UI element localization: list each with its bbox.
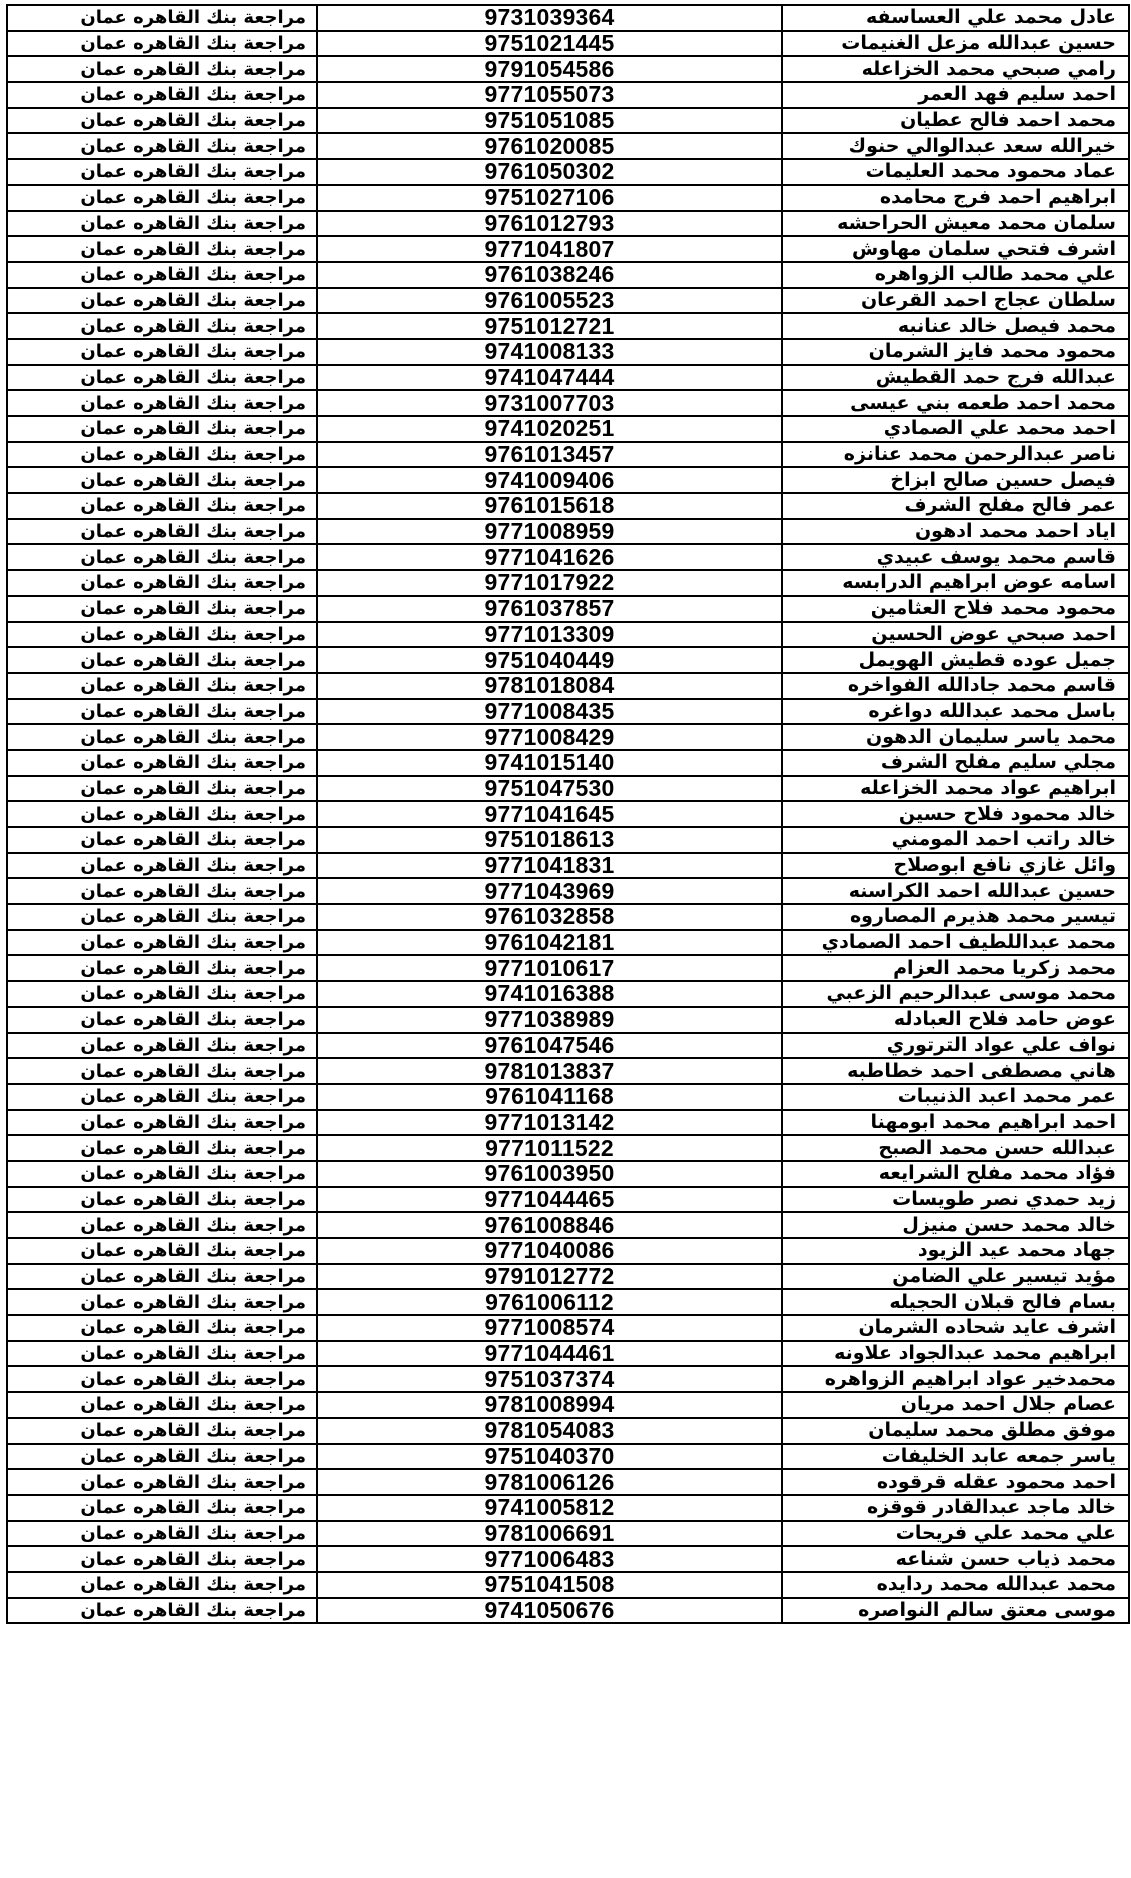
- number-cell: 9751040370: [317, 1444, 782, 1470]
- table-row: [7, 981, 1129, 1007]
- name-cell: ياسر جمعه عابد الخليفات: [782, 1444, 1129, 1470]
- table-row: [7, 1469, 1129, 1495]
- destination-cell: مراجعة بنك القاهره عمان: [7, 1135, 317, 1161]
- number-cell: 9761047546: [317, 1033, 782, 1059]
- number-cell: 9751018613: [317, 827, 782, 853]
- destination-cell: مراجعة بنك القاهره عمان: [7, 596, 317, 622]
- destination-cell: مراجعة بنك القاهره عمان: [7, 1366, 317, 1392]
- number-cell: 9771041831: [317, 853, 782, 879]
- table-row: [7, 1495, 1129, 1521]
- destination-cell: مراجعة بنك القاهره عمان: [7, 1315, 317, 1341]
- name-cell: عادل محمد علي العساسفه: [782, 5, 1129, 31]
- table-row: [7, 416, 1129, 442]
- table-body: [7, 5, 1129, 1623]
- number-cell: 9791054586: [317, 56, 782, 82]
- name-cell: محمود محمد فلاح العثامين: [782, 596, 1129, 622]
- destination-cell: مراجعة بنك القاهره عمان: [7, 1033, 317, 1059]
- number-cell: 9771041807: [317, 236, 782, 262]
- destination-cell: مراجعة بنك القاهره عمان: [7, 1212, 317, 1238]
- number-cell: 9771038989: [317, 1007, 782, 1033]
- destination-cell: مراجعة بنك القاهره عمان: [7, 313, 317, 339]
- name-cell: عمر فالح مفلح الشرف: [782, 493, 1129, 519]
- name-cell: وائل غازي نافع ابوصلاح: [782, 853, 1129, 879]
- number-cell: 9781054083: [317, 1418, 782, 1444]
- number-cell: 9761006112: [317, 1289, 782, 1315]
- number-cell: 9771006483: [317, 1546, 782, 1572]
- table-row: [7, 288, 1129, 314]
- number-cell: 9781018084: [317, 673, 782, 699]
- table-row: [7, 596, 1129, 622]
- name-cell: خالد محمود فلاح حسين: [782, 801, 1129, 827]
- destination-cell: مراجعة بنك القاهره عمان: [7, 236, 317, 262]
- number-cell: 9761020085: [317, 133, 782, 159]
- table-row: [7, 1521, 1129, 1547]
- destination-cell: مراجعة بنك القاهره عمان: [7, 1341, 317, 1367]
- destination-cell: مراجعة بنك القاهره عمان: [7, 1161, 317, 1187]
- destination-cell: مراجعة بنك القاهره عمان: [7, 5, 317, 31]
- table-row: [7, 1238, 1129, 1264]
- number-cell: 9771043969: [317, 878, 782, 904]
- number-cell: 9751012721: [317, 313, 782, 339]
- table-row: [7, 56, 1129, 82]
- table-row: [7, 853, 1129, 879]
- name-cell: اسامه عوض ابراهيم الدرابسه: [782, 570, 1129, 596]
- name-cell: خيرالله سعد عبدالوالي حنوك: [782, 133, 1129, 159]
- destination-cell: مراجعة بنك القاهره عمان: [7, 211, 317, 237]
- table-row: [7, 930, 1129, 956]
- destination-cell: مراجعة بنك القاهره عمان: [7, 1444, 317, 1470]
- destination-cell: مراجعة بنك القاهره عمان: [7, 133, 317, 159]
- destination-cell: مراجعة بنك القاهره عمان: [7, 1264, 317, 1290]
- number-cell: 9741015140: [317, 750, 782, 776]
- destination-cell: مراجعة بنك القاهره عمان: [7, 1289, 317, 1315]
- name-cell: باسل محمد عبدالله دواغره: [782, 699, 1129, 725]
- table-row: [7, 1572, 1129, 1598]
- number-cell: 9751041508: [317, 1572, 782, 1598]
- name-cell: محمد عبدالله محمد ردايده: [782, 1572, 1129, 1598]
- table-row: [7, 750, 1129, 776]
- number-cell: 9761032858: [317, 904, 782, 930]
- destination-cell: مراجعة بنك القاهره عمان: [7, 82, 317, 108]
- name-cell: محمد فيصل خالد عنانبه: [782, 313, 1129, 339]
- document-sheet: [6, 4, 1128, 1624]
- table-row: [7, 827, 1129, 853]
- destination-cell: مراجعة بنك القاهره عمان: [7, 31, 317, 57]
- name-cell: مؤيد تيسير علي الضامن: [782, 1264, 1129, 1290]
- name-cell: احمد ابراهيم محمد ابومهنا: [782, 1110, 1129, 1136]
- number-cell: 9741020251: [317, 416, 782, 442]
- number-cell: 9771013309: [317, 622, 782, 648]
- destination-cell: مراجعة بنك القاهره عمان: [7, 853, 317, 879]
- destination-cell: مراجعة بنك القاهره عمان: [7, 1187, 317, 1213]
- name-cell: محمد موسى عبدالرحيم الزعبي: [782, 981, 1129, 1007]
- number-cell: 9771041626: [317, 544, 782, 570]
- table-row: [7, 442, 1129, 468]
- number-cell: 9771013142: [317, 1110, 782, 1136]
- number-cell: 9751037374: [317, 1366, 782, 1392]
- destination-cell: مراجعة بنك القاهره عمان: [7, 724, 317, 750]
- table-row: [7, 1315, 1129, 1341]
- destination-cell: مراجعة بنك القاهره عمان: [7, 416, 317, 442]
- table-row: [7, 878, 1129, 904]
- number-cell: 9741009406: [317, 467, 782, 493]
- name-cell: سلمان محمد معيش الحراحشه: [782, 211, 1129, 237]
- table-row: [7, 1418, 1129, 1444]
- destination-cell: مراجعة بنك القاهره عمان: [7, 1546, 317, 1572]
- name-cell: قاسم محمد جادالله الفواخره: [782, 673, 1129, 699]
- name-cell: تيسير محمد هذيرم المصاروه: [782, 904, 1129, 930]
- names-table: [6, 4, 1130, 1624]
- table-row: [7, 1392, 1129, 1418]
- table-row: [7, 1366, 1129, 1392]
- number-cell: 9771041645: [317, 801, 782, 827]
- table-row: [7, 699, 1129, 725]
- number-cell: 9761003950: [317, 1161, 782, 1187]
- name-cell: خالد راتب احمد المومني: [782, 827, 1129, 853]
- number-cell: 9751047530: [317, 776, 782, 802]
- number-cell: 9771055073: [317, 82, 782, 108]
- name-cell: عبدالله فرج حمد القطيش: [782, 365, 1129, 391]
- name-cell: محمد احمد طعمه بني عيسى: [782, 390, 1129, 416]
- number-cell: 9741008133: [317, 339, 782, 365]
- table-row: [7, 801, 1129, 827]
- number-cell: 9751027106: [317, 185, 782, 211]
- table-row: [7, 339, 1129, 365]
- table-row: [7, 1598, 1129, 1624]
- name-cell: محمود محمد فايز الشرمان: [782, 339, 1129, 365]
- destination-cell: مراجعة بنك القاهره عمان: [7, 750, 317, 776]
- destination-cell: مراجعة بنك القاهره عمان: [7, 699, 317, 725]
- table-row: [7, 1110, 1129, 1136]
- name-cell: ابراهيم احمد فرج محامده: [782, 185, 1129, 211]
- number-cell: 9761005523: [317, 288, 782, 314]
- destination-cell: مراجعة بنك القاهره عمان: [7, 1238, 317, 1264]
- destination-cell: مراجعة بنك القاهره عمان: [7, 1572, 317, 1598]
- name-cell: احمد محمود عقله قرقوده: [782, 1469, 1129, 1495]
- destination-cell: مراجعة بنك القاهره عمان: [7, 570, 317, 596]
- destination-cell: مراجعة بنك القاهره عمان: [7, 339, 317, 365]
- number-cell: 9781006691: [317, 1521, 782, 1547]
- number-cell: 9761050302: [317, 159, 782, 185]
- destination-cell: مراجعة بنك القاهره عمان: [7, 1418, 317, 1444]
- table-row: [7, 31, 1129, 57]
- table-row: [7, 904, 1129, 930]
- table-row: [7, 673, 1129, 699]
- table-row: [7, 5, 1129, 31]
- table-row: [7, 1161, 1129, 1187]
- destination-cell: مراجعة بنك القاهره عمان: [7, 1058, 317, 1084]
- table-row: [7, 1444, 1129, 1470]
- destination-cell: مراجعة بنك القاهره عمان: [7, 673, 317, 699]
- table-row: [7, 1264, 1129, 1290]
- destination-cell: مراجعة بنك القاهره عمان: [7, 108, 317, 134]
- name-cell: بسام فالح قبلان الحجيله: [782, 1289, 1129, 1315]
- table-row: [7, 467, 1129, 493]
- table-row: [7, 776, 1129, 802]
- number-cell: 9771008574: [317, 1315, 782, 1341]
- table-row: [7, 1033, 1129, 1059]
- table-row: [7, 185, 1129, 211]
- destination-cell: مراجعة بنك القاهره عمان: [7, 1521, 317, 1547]
- destination-cell: مراجعة بنك القاهره عمان: [7, 801, 317, 827]
- table-row: [7, 1187, 1129, 1213]
- name-cell: ابراهيم عواد محمد الخزاعله: [782, 776, 1129, 802]
- destination-cell: مراجعة بنك القاهره عمان: [7, 493, 317, 519]
- name-cell: خالد محمد حسن منيزل: [782, 1212, 1129, 1238]
- destination-cell: مراجعة بنك القاهره عمان: [7, 1007, 317, 1033]
- name-cell: محمدخير عواد ابراهيم الزواهره: [782, 1366, 1129, 1392]
- name-cell: عبدالله حسن محمد الصبح: [782, 1135, 1129, 1161]
- destination-cell: مراجعة بنك القاهره عمان: [7, 544, 317, 570]
- number-cell: 9741005812: [317, 1495, 782, 1521]
- table-row: [7, 133, 1129, 159]
- name-cell: جهاد محمد عيد الزيود: [782, 1238, 1129, 1264]
- table-row: [7, 262, 1129, 288]
- destination-cell: مراجعة بنك القاهره عمان: [7, 185, 317, 211]
- table-row: [7, 570, 1129, 596]
- number-cell: 9741047444: [317, 365, 782, 391]
- name-cell: محمد زكريا محمد العزام: [782, 955, 1129, 981]
- table-row: [7, 493, 1129, 519]
- destination-cell: مراجعة بنك القاهره عمان: [7, 622, 317, 648]
- destination-cell: مراجعة بنك القاهره عمان: [7, 1084, 317, 1110]
- destination-cell: مراجعة بنك القاهره عمان: [7, 878, 317, 904]
- table-row: [7, 544, 1129, 570]
- name-cell: خالد ماجد عبدالقادر قوقزه: [782, 1495, 1129, 1521]
- name-cell: اياد احمد محمد ادهون: [782, 519, 1129, 545]
- destination-cell: مراجعة بنك القاهره عمان: [7, 288, 317, 314]
- number-cell: 9771011522: [317, 1135, 782, 1161]
- name-cell: حسين عبدالله مزعل الغنيمات: [782, 31, 1129, 57]
- destination-cell: مراجعة بنك القاهره عمان: [7, 1392, 317, 1418]
- number-cell: 9771008959: [317, 519, 782, 545]
- table-row: [7, 365, 1129, 391]
- name-cell: عصام جلال احمد مريان: [782, 1392, 1129, 1418]
- number-cell: 9761038246: [317, 262, 782, 288]
- number-cell: 9751021445: [317, 31, 782, 57]
- number-cell: 9771044465: [317, 1187, 782, 1213]
- table-row: [7, 724, 1129, 750]
- name-cell: محمد ياسر سليمان الدهون: [782, 724, 1129, 750]
- number-cell: 9761037857: [317, 596, 782, 622]
- table-row: [7, 108, 1129, 134]
- number-cell: 9761013457: [317, 442, 782, 468]
- destination-cell: مراجعة بنك القاهره عمان: [7, 442, 317, 468]
- name-cell: محمد ذياب حسن شناعه: [782, 1546, 1129, 1572]
- name-cell: ابراهيم محمد عبدالجواد علاونه: [782, 1341, 1129, 1367]
- name-cell: احمد سليم فهد العمر: [782, 82, 1129, 108]
- number-cell: 9761041168: [317, 1084, 782, 1110]
- name-cell: حسين عبدالله احمد الكراسنه: [782, 878, 1129, 904]
- number-cell: 9781008994: [317, 1392, 782, 1418]
- name-cell: قاسم محمد يوسف عبيدي: [782, 544, 1129, 570]
- number-cell: 9791012772: [317, 1264, 782, 1290]
- number-cell: 9771017922: [317, 570, 782, 596]
- table-row: [7, 1058, 1129, 1084]
- destination-cell: مراجعة بنك القاهره عمان: [7, 827, 317, 853]
- name-cell: سلطان عجاج احمد القرعان: [782, 288, 1129, 314]
- number-cell: 9761012793: [317, 211, 782, 237]
- number-cell: 9771040086: [317, 1238, 782, 1264]
- table-row: [7, 1289, 1129, 1315]
- number-cell: 9781006126: [317, 1469, 782, 1495]
- table-row: [7, 313, 1129, 339]
- destination-cell: مراجعة بنك القاهره عمان: [7, 365, 317, 391]
- table-row: [7, 955, 1129, 981]
- table-row: [7, 1546, 1129, 1572]
- number-cell: 9751040449: [317, 647, 782, 673]
- number-cell: 9761042181: [317, 930, 782, 956]
- name-cell: عماد محمود محمد العليمات: [782, 159, 1129, 185]
- name-cell: نواف علي عواد الترتوري: [782, 1033, 1129, 1059]
- name-cell: موسى معتق سالم النواصره: [782, 1598, 1129, 1624]
- destination-cell: مراجعة بنك القاهره عمان: [7, 1110, 317, 1136]
- table-row: [7, 1084, 1129, 1110]
- destination-cell: مراجعة بنك القاهره عمان: [7, 1598, 317, 1624]
- name-cell: احمد صبحي عوض الحسين: [782, 622, 1129, 648]
- name-cell: علي محمد علي فريحات: [782, 1521, 1129, 1547]
- destination-cell: مراجعة بنك القاهره عمان: [7, 467, 317, 493]
- number-cell: 9781013837: [317, 1058, 782, 1084]
- number-cell: 9751051085: [317, 108, 782, 134]
- number-cell: 9761015618: [317, 493, 782, 519]
- table-row: [7, 82, 1129, 108]
- name-cell: ناصر عبدالرحمن محمد عنانزه: [782, 442, 1129, 468]
- name-cell: هاني مصطفى احمد خطاطبه: [782, 1058, 1129, 1084]
- name-cell: محمد عبداللطيف احمد الصمادي: [782, 930, 1129, 956]
- number-cell: 9771008435: [317, 699, 782, 725]
- table-row: [7, 236, 1129, 262]
- table-row: [7, 159, 1129, 185]
- destination-cell: مراجعة بنك القاهره عمان: [7, 1469, 317, 1495]
- name-cell: رامي صبحي محمد الخزاعله: [782, 56, 1129, 82]
- name-cell: زيد حمدي نصر طويسات: [782, 1187, 1129, 1213]
- name-cell: موفق مطلق محمد سليمان: [782, 1418, 1129, 1444]
- name-cell: علي محمد طالب الزواهره: [782, 262, 1129, 288]
- destination-cell: مراجعة بنك القاهره عمان: [7, 981, 317, 1007]
- name-cell: عمر محمد اعبد الذنيبات: [782, 1084, 1129, 1110]
- destination-cell: مراجعة بنك القاهره عمان: [7, 519, 317, 545]
- destination-cell: مراجعة بنك القاهره عمان: [7, 262, 317, 288]
- name-cell: فيصل حسين صالح ابزاخ: [782, 467, 1129, 493]
- number-cell: 9741050676: [317, 1598, 782, 1624]
- table-row: [7, 1212, 1129, 1238]
- table-row: [7, 1341, 1129, 1367]
- destination-cell: مراجعة بنك القاهره عمان: [7, 56, 317, 82]
- table-row: [7, 519, 1129, 545]
- number-cell: 9741016388: [317, 981, 782, 1007]
- destination-cell: مراجعة بنك القاهره عمان: [7, 647, 317, 673]
- table-row: [7, 211, 1129, 237]
- destination-cell: مراجعة بنك القاهره عمان: [7, 159, 317, 185]
- name-cell: اشرف فتحي سلمان مهاوش: [782, 236, 1129, 262]
- name-cell: جميل عوده قطيش الهويمل: [782, 647, 1129, 673]
- table-row: [7, 390, 1129, 416]
- table-row: [7, 1135, 1129, 1161]
- number-cell: 9731039364: [317, 5, 782, 31]
- destination-cell: مراجعة بنك القاهره عمان: [7, 904, 317, 930]
- table-row: [7, 622, 1129, 648]
- name-cell: عوض حامد فلاح العبادله: [782, 1007, 1129, 1033]
- destination-cell: مراجعة بنك القاهره عمان: [7, 1495, 317, 1521]
- number-cell: 9731007703: [317, 390, 782, 416]
- destination-cell: مراجعة بنك القاهره عمان: [7, 390, 317, 416]
- number-cell: 9771010617: [317, 955, 782, 981]
- destination-cell: مراجعة بنك القاهره عمان: [7, 776, 317, 802]
- name-cell: احمد محمد علي الصمادي: [782, 416, 1129, 442]
- name-cell: مجلي سليم مفلح الشرف: [782, 750, 1129, 776]
- number-cell: 9771008429: [317, 724, 782, 750]
- table-row: [7, 647, 1129, 673]
- number-cell: 9771044461: [317, 1341, 782, 1367]
- destination-cell: مراجعة بنك القاهره عمان: [7, 930, 317, 956]
- name-cell: فؤاد محمد مفلح الشرايعه: [782, 1161, 1129, 1187]
- destination-cell: مراجعة بنك القاهره عمان: [7, 955, 317, 981]
- number-cell: 9761008846: [317, 1212, 782, 1238]
- name-cell: اشرف عايد شحاده الشرمان: [782, 1315, 1129, 1341]
- table-row: [7, 1007, 1129, 1033]
- name-cell: محمد احمد فالح عطيان: [782, 108, 1129, 134]
